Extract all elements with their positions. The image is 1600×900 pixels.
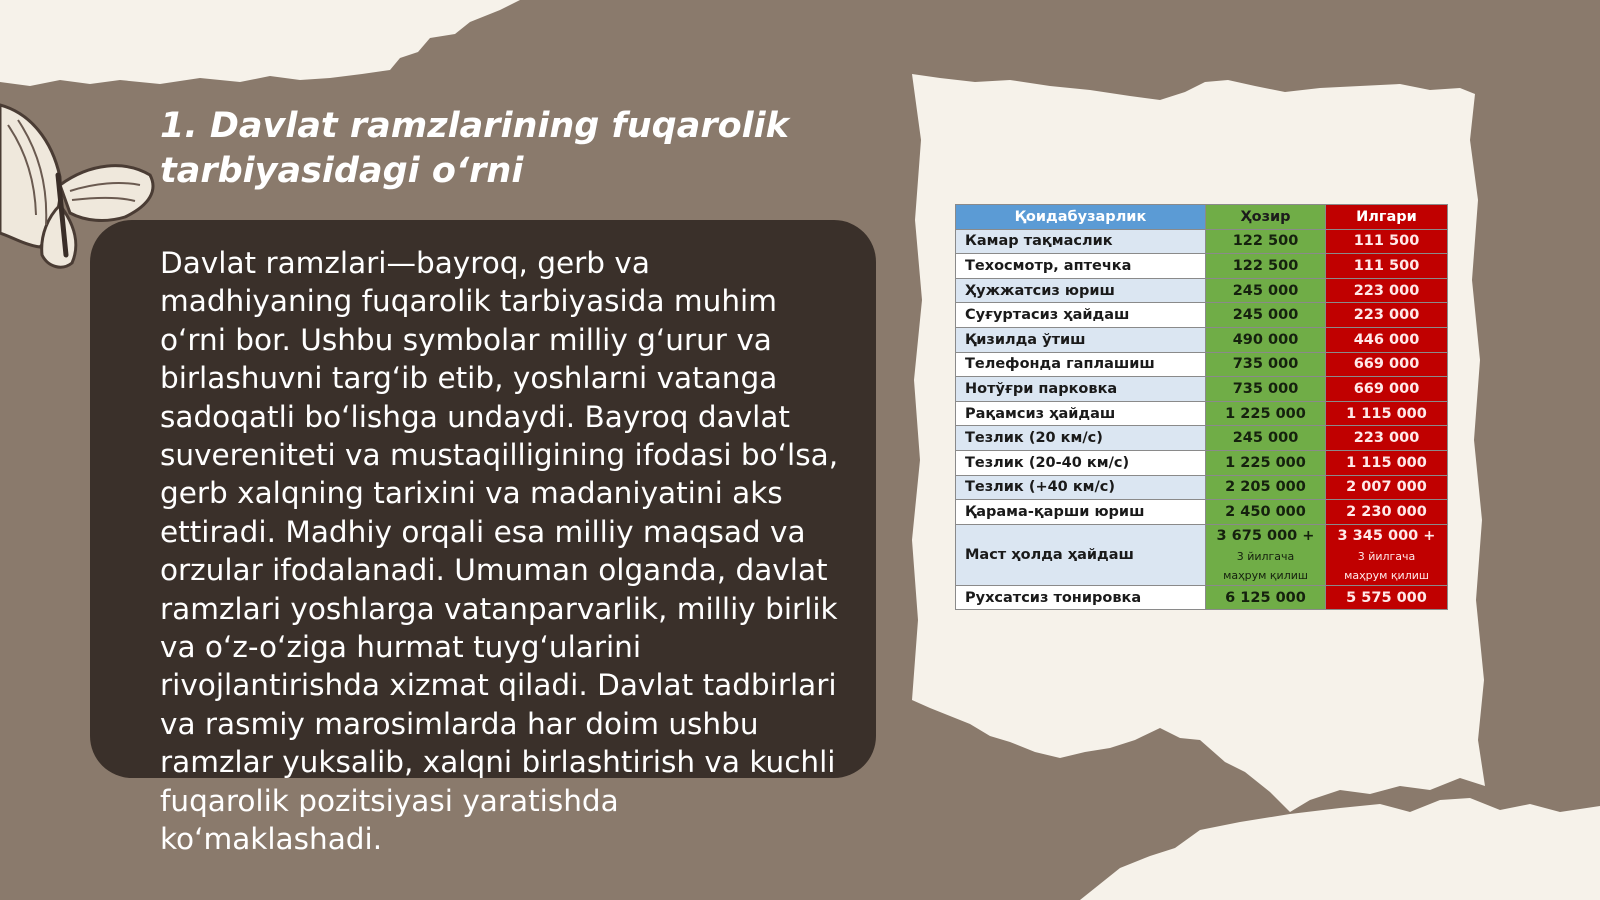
before-cell: 223 000	[1326, 426, 1448, 451]
table-row	[956, 278, 1448, 303]
violation-cell: Тезлик (20 км/с)	[956, 426, 1206, 451]
now-cell: 2 450 000	[1206, 500, 1326, 525]
violation-cell: Камар тақмаслик	[956, 229, 1206, 254]
slide-title	[160, 104, 800, 194]
table-header-row	[956, 205, 1448, 230]
violation-cell: Нотўғри парковка	[956, 377, 1206, 402]
before-cell: 669 000	[1326, 377, 1448, 402]
title-line-1: 1. Davlat ramzlarining fuqarolik	[160, 106, 789, 146]
table-row	[956, 401, 1448, 426]
now-cell: 245 000	[1206, 278, 1326, 303]
now-cell: 1 225 000	[1206, 401, 1326, 426]
before-cell: 223 000	[1326, 303, 1448, 328]
violation-cell: Тезлик (20-40 км/с)	[956, 450, 1206, 475]
table-row	[956, 475, 1448, 500]
before-note-line-2: маҳрум қилиш	[1344, 568, 1429, 582]
violation-cell: Қизилда ўтиш	[956, 327, 1206, 352]
now-note-line-1: 3 йилгача	[1236, 549, 1295, 563]
table-row	[956, 377, 1448, 402]
now-cell: 245 000	[1206, 426, 1326, 451]
header-violation: Қоидабузарлик	[956, 205, 1206, 230]
violation-cell: Рақамсиз ҳайдаш	[956, 401, 1206, 426]
table-row	[956, 327, 1448, 352]
before-cell: 1 115 000	[1326, 401, 1448, 426]
before-cell: 111 500	[1326, 254, 1448, 279]
table-row	[956, 352, 1448, 377]
before-cell	[1326, 524, 1448, 585]
violation-cell: Суғуртасиз ҳайдаш	[956, 303, 1206, 328]
now-cell: 6 125 000	[1206, 585, 1326, 610]
before-value: 3 345 000 +	[1337, 527, 1436, 544]
before-cell: 2 230 000	[1326, 500, 1448, 525]
before-cell: 1 115 000	[1326, 450, 1448, 475]
header-now: Ҳозир	[1206, 205, 1326, 230]
title-line-2: tarbiyasidagi oʻrni	[160, 151, 524, 191]
now-value: 3 675 000 +	[1216, 527, 1315, 544]
violation-cell: Маст ҳолда ҳайдаш	[956, 524, 1206, 585]
now-cell: 735 000	[1206, 352, 1326, 377]
before-cell: 5 575 000	[1326, 585, 1448, 610]
before-cell: 446 000	[1326, 327, 1448, 352]
now-cell: 122 500	[1206, 254, 1326, 279]
now-cell: 122 500	[1206, 229, 1326, 254]
now-cell	[1206, 524, 1326, 585]
fines-table	[955, 204, 1448, 610]
fines-table-container	[955, 204, 1447, 610]
body-paragraph: Davlat ramzlari—bayroq, gerb va madhiyaning fuqarolik tarbiyasida muhim oʻrni bor. Ushbu symbolar milliy gʻurur va birlashuvni targʻib etib, yoshlarni vatanga sadoqatli boʻlishga undaydi. Bayroq davlat suvereniteti va mustaqilligining ifodasi boʻlsa, gerb xalqning tarixini va madaniyatini aks ettiradi. Madhiy orqali esa milliy maqsad va orzular ifodalanadi. Umuman olganda, davlat ramzlari yoshlarga vatanparvarlik, milliy birlik va oʻz-oʻziga hurmat tuygʻularini rivojlantirishda xizmat qiladi. Davlat tadbirlari va rasmiy marosimlarda har doim ushbu ramzlar yuksalib, xalqni birlashtirish va kuchli fuqarolik pozitsiyasi yaratishda koʻmaklashadi.	[160, 246, 839, 857]
now-cell: 1 225 000	[1206, 450, 1326, 475]
table-row	[956, 426, 1448, 451]
violation-cell: Ҳужжатсиз юриш	[956, 278, 1206, 303]
now-cell: 490 000	[1206, 327, 1326, 352]
table-row	[956, 303, 1448, 328]
now-cell: 2 205 000	[1206, 475, 1326, 500]
before-cell: 111 500	[1326, 229, 1448, 254]
violation-cell: Тезлик (+40 км/с)	[956, 475, 1206, 500]
table-row	[956, 450, 1448, 475]
now-cell: 735 000	[1206, 377, 1326, 402]
table-row	[956, 229, 1448, 254]
violation-cell: Рухсатсиз тонировка	[956, 585, 1206, 610]
before-note-line-1: 3 йилгача	[1357, 549, 1416, 563]
violation-cell: Телефонда гаплашиш	[956, 352, 1206, 377]
violation-cell: Техосмотр, аптечка	[956, 254, 1206, 279]
table-row	[956, 500, 1448, 525]
before-cell: 669 000	[1326, 352, 1448, 377]
table-row	[956, 254, 1448, 279]
now-cell: 245 000	[1206, 303, 1326, 328]
table-row	[956, 524, 1448, 585]
before-cell: 223 000	[1326, 278, 1448, 303]
before-cell: 2 007 000	[1326, 475, 1448, 500]
violation-cell: Қарама-қарши юриш	[956, 500, 1206, 525]
table-row	[956, 585, 1448, 610]
now-note-line-2: маҳрум қилиш	[1223, 568, 1308, 582]
header-before: Илгари	[1326, 205, 1448, 230]
